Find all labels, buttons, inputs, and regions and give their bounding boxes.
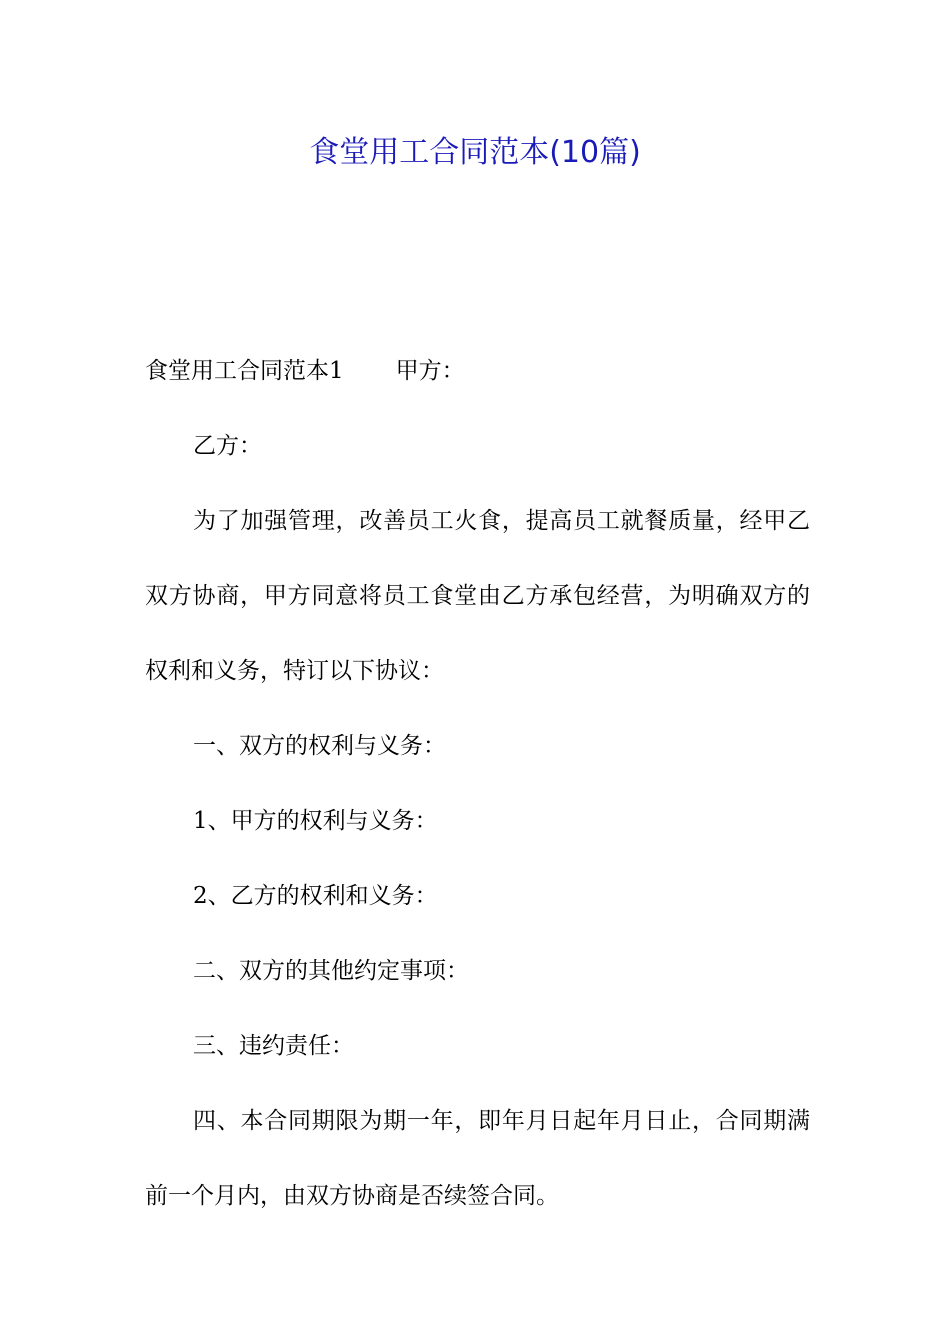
paragraph-intro: 为了加强管理，改善员工火食，提高员工就餐质量，经甲乙双方协商，甲方同意将员工食堂由乙方承包经营，为明确双方的权利和义务，特订以下协议： [145, 508, 810, 684]
party-b-label: 乙方： [193, 433, 262, 459]
contract-heading-label: 食堂用工合同范本1 [145, 358, 344, 384]
party-a-label: 甲方： [395, 358, 465, 384]
section-1-1-heading: 1、甲方的权利与义务： [193, 808, 438, 834]
document-body [145, 334, 810, 1234]
section-4-paragraph: 四、本合同期限为期一年，即年月日起年月日止，合同期满前一个月内，由双方协商是否续签合同。 [145, 1108, 810, 1209]
section-2-heading: 二、双方的其他约定事项： [193, 958, 469, 984]
first-line [145, 334, 810, 409]
section-3-heading: 三、违约责任： [193, 1033, 354, 1059]
section-1-2-heading: 2、乙方的权利和义务： [193, 883, 438, 909]
section-1-heading: 一、双方的权利与义务： [193, 733, 446, 759]
document-title: 食堂用工合同范本(10篇) [309, 135, 641, 170]
